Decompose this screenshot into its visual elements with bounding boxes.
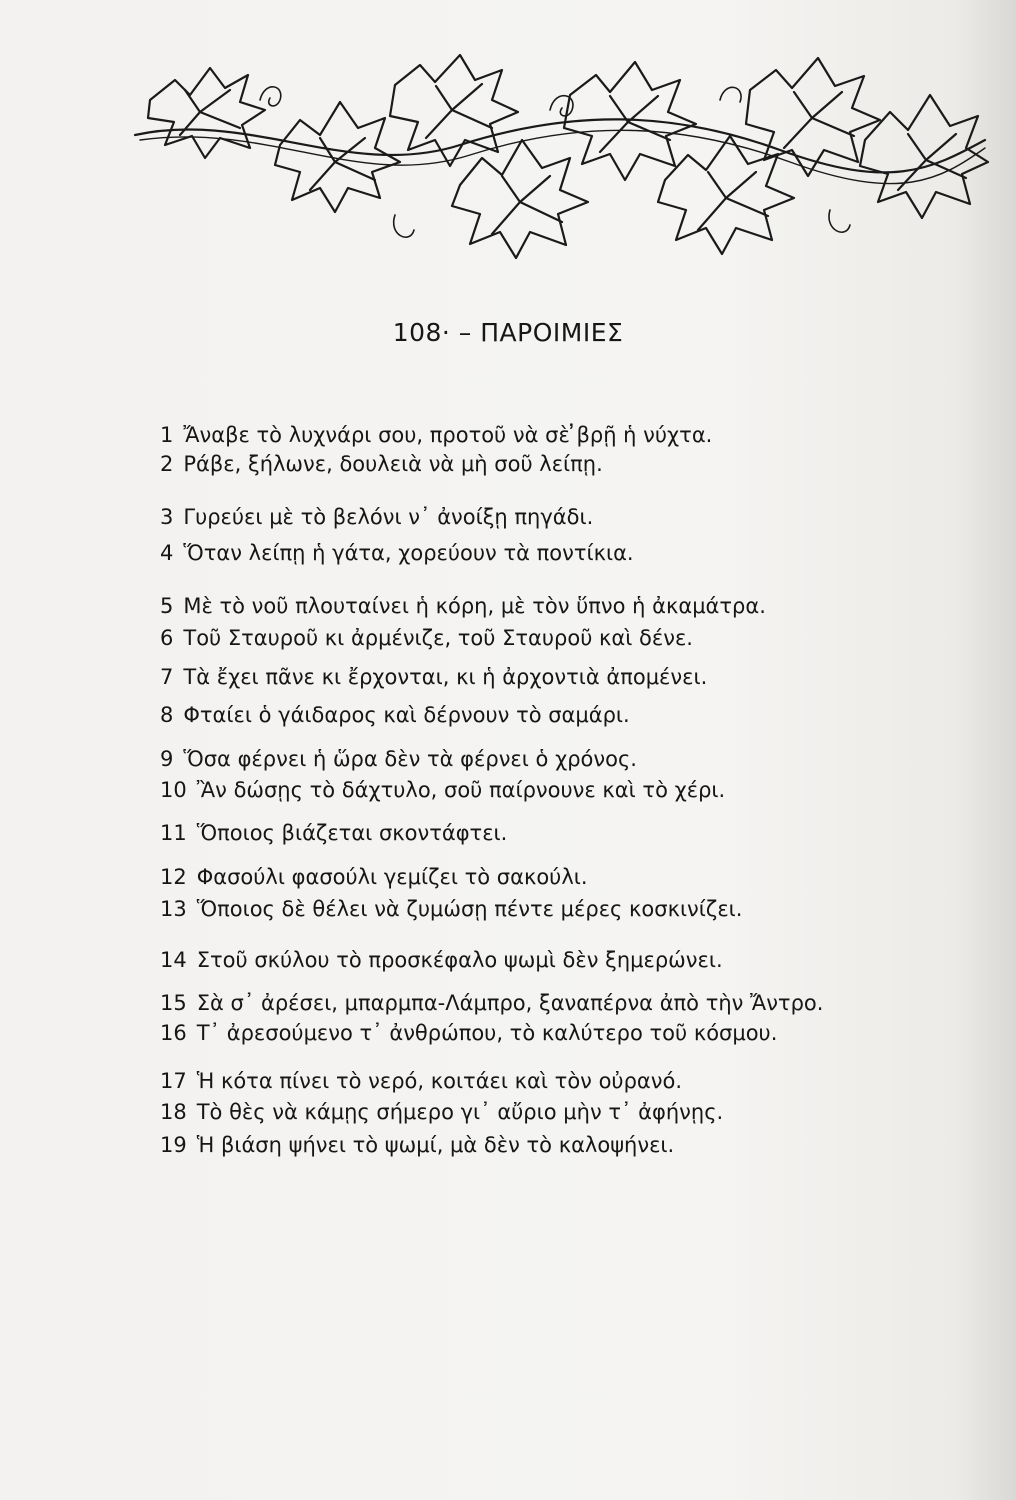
proverb-text: Φασούλι φασούλι γεμίζει τὸ σακούλι. (196, 865, 588, 889)
proverb-item (160, 422, 712, 448)
proverb-text: Ἄναβε τὸ λυχνάρι σου, προτοῦ νὰ σὲ ̓βρῇ ἡ νύχτα. (183, 423, 713, 447)
proverb-number: 2 (160, 452, 174, 476)
proverb-text: Στοῦ σκύλου τὸ προσκέφαλο ψωμὶ δὲν ξημερώνει. (196, 948, 723, 972)
vine-leaves-ornament-icon (130, 40, 990, 275)
proverb-item (160, 820, 507, 846)
proverb-number: 9 (160, 747, 174, 771)
proverb-text: Τοῦ Σταυροῦ κι ἀρμένιζε, τοῦ Σταυροῦ καὶ δένε. (183, 626, 693, 650)
proverb-text: Ἡ βιάση ψήνει τὸ ψωμί, μὰ δὲν τὸ καλοψήνει. (196, 1133, 675, 1157)
proverb-item (160, 593, 766, 619)
proverb-number: 16 (160, 1021, 187, 1045)
proverb-item (160, 777, 725, 803)
proverb-item (160, 746, 637, 772)
proverb-number: 8 (160, 703, 174, 727)
proverb-text: Φταίει ὁ γάιδαρος καὶ δέρνουν τὸ σαμάρι. (183, 703, 630, 727)
proverb-number: 13 (160, 897, 187, 921)
proverb-item (160, 947, 723, 973)
proverb-number: 17 (160, 1069, 187, 1093)
proverb-text: Μὲ τὸ νοῦ πλουταίνει ἡ κόρη, μὲ τὸν ὕπνο ἡ ἀκαμάτρα. (183, 594, 766, 618)
proverb-item (160, 1020, 777, 1046)
proverb-text: Γυρεύει μὲ τὸ βελόνι ν᾽ ἀνοίξῃ πηγάδι. (183, 505, 594, 529)
proverb-text: Ὅταν λείπῃ ἡ γάτα, χορεύουν τὰ ποντίκια. (183, 541, 634, 565)
proverb-number: 15 (160, 991, 187, 1015)
proverb-number: 14 (160, 948, 187, 972)
proverb-item (160, 864, 588, 890)
proverb-item (160, 1068, 682, 1094)
proverb-number: 7 (160, 665, 174, 689)
page-title: 108· – ΠΑΡΟΙΜΙΕΣ (392, 318, 624, 347)
proverb-text: Ἡ κότα πίνει τὸ νερό, κοιτάει καὶ τὸν οὐρανό. (196, 1069, 683, 1093)
proverb-text: Τὸ θὲς νὰ κάμῃς σήμερο γι᾽ αὔριο μὴν τ᾽ ἀφήνῃς. (196, 1100, 724, 1124)
proverb-text: Τὰ ἔχει πᾶνε κι ἔρχονται, κι ἡ ἀρχοντιὰ ἀπομένει. (183, 665, 708, 689)
proverb-text: Τ᾽ ἀρεσούμενο τ᾽ ἀνθρώπου, τὸ καλύτερο τοῦ κόσμου. (196, 1021, 778, 1045)
proverb-text: Ὅσα φέρνει ἡ ὥρα δὲν τὰ φέρνει ὁ χρόνος. (183, 747, 637, 771)
proverb-item (160, 451, 603, 477)
proverb-number: 5 (160, 594, 174, 618)
proverb-text: Ράβε, ξήλωνε, δουλειὰ νὰ μὴ σοῦ λείπῃ. (183, 452, 603, 476)
proverb-text: Ὅποιος βιάζεται σκοντάφτει. (196, 821, 508, 845)
proverb-number: 4 (160, 541, 174, 565)
proverb-number: 10 (160, 778, 187, 802)
proverb-item (160, 625, 693, 651)
proverb-item (160, 702, 630, 728)
proverb-number: 12 (160, 865, 187, 889)
proverb-item (160, 990, 823, 1016)
proverb-number: 11 (160, 821, 187, 845)
proverb-number: 3 (160, 505, 174, 529)
proverb-text: Ἂν δώσῃς τὸ δάχτυλο, σοῦ παίρνουνε καὶ τὸ χέρι. (196, 778, 726, 802)
proverb-item (160, 504, 593, 530)
proverb-text: Ὅποιος δὲ θέλει νὰ ζυμώσῃ πέντε μέρες κοσκινίζει. (196, 897, 743, 921)
proverb-item (160, 1132, 674, 1158)
proverb-item (160, 664, 707, 690)
proverb-item (160, 896, 742, 922)
proverb-item (160, 1099, 723, 1125)
proverb-number: 19 (160, 1133, 187, 1157)
proverb-number: 18 (160, 1100, 187, 1124)
proverb-number: 1 (160, 423, 174, 447)
proverb-text: Σὰ σ᾽ ἀρέσει, μπαρμπα-Λάμπρο, ξαναπέρνα ἀπὸ τὴν Ἄντρο. (196, 991, 824, 1015)
proverb-number: 6 (160, 626, 174, 650)
proverb-item (160, 540, 634, 566)
